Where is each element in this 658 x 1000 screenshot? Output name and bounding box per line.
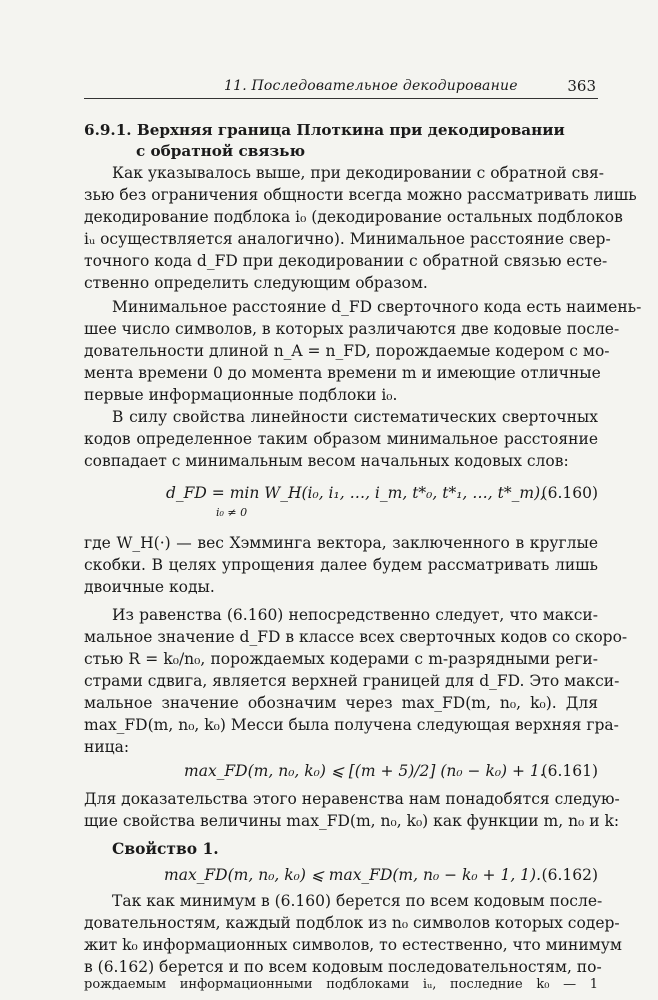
text-line: первые информационные подблоки i₀. <box>84 386 398 404</box>
equation-6-162: max_FD(m, n₀, k₀) ⩽ max_FD(m, n₀ − k₀ + 1, 1). <box>164 866 542 884</box>
text-line: кодов определенное таким образом минимальное расстояние <box>84 430 598 448</box>
text-line: мальное значение d_FD в классе всех сверточных кодов со скоро- <box>84 628 628 646</box>
section-title <box>84 120 598 162</box>
text-line <box>84 998 598 999</box>
text-line: ница: <box>84 738 130 756</box>
text-line: iᵤ осуществляется аналогично). Минимальное расстояние свер- <box>84 230 611 248</box>
text-line: Минимальное расстояние d_FD сверточного кода есть наимень- <box>112 298 642 316</box>
text-line: max_FD(m, n₀, k₀) Месси была получена следующая верхняя гра- <box>84 716 619 734</box>
text-line: рождаемым информационными подблоками iᵤ, последние k₀ — 1 <box>84 977 598 992</box>
equation-number: (6.161) <box>541 762 598 780</box>
text-line: декодирование подблока i₀ (декодирование остальных подблоков <box>84 208 623 226</box>
text-line: в (6.162) берется и по всем кодовым последовательностям, по- <box>84 958 602 976</box>
text-line: двоичные коды. <box>84 578 215 596</box>
text-line: мента времени 0 до момента времени m и имеющие отличные <box>84 364 601 382</box>
text-line: довательности длиной n_A = n_FD, порождаемые кодером с мо- <box>84 342 610 360</box>
text-line: мальное значение обозначим через max_FD(m, n₀, k₀). Для <box>84 694 598 712</box>
equation-6-161: max_FD(m, n₀, k₀) ⩽ [(m + 5)/2] (n₀ − k₀) + 1. <box>184 762 545 780</box>
running-title: 11. Последовательное декодирование <box>224 78 518 94</box>
text-line: ственно определить следующим образом. <box>84 274 428 292</box>
text-line: Из равенства (6.160) непосредственно следует, что макси- <box>112 606 598 624</box>
equation-number: (6.162) <box>541 866 598 884</box>
section-title-line-1: 6.9.1. Верхняя граница Плоткина при декодировании <box>84 121 565 139</box>
text-line: точного кода d_FD при декодировании с обратной связью есте- <box>84 252 608 270</box>
text-line: щие свойства величины max_FD(m, n₀, k₀) как функции m, n₀ и k: <box>84 812 620 830</box>
equation-6-160 <box>166 480 545 506</box>
text-line: скобки. В целях упрощения далее будем рассматривать лишь <box>84 556 598 574</box>
property-heading: Свойство 1. <box>112 839 219 858</box>
section-title-line-2: с обратной связью <box>136 142 306 160</box>
text-line: где W_H(·) — вес Хэмминга вектора, заключенного в круглые <box>84 534 598 552</box>
text-line: шее число символов, в которых различаются две кодовые после- <box>84 320 620 338</box>
text-line: Как указывалось выше, при декодировании с обратной свя- <box>112 164 604 182</box>
text-line: Для доказательства этого неравенства нам понадобятся следую- <box>84 790 620 808</box>
equation-subscript: i₀ ≠ 0 <box>216 506 248 519</box>
equation-lhs: d_FD = min <box>166 484 260 502</box>
text-line: довательностям, каждый подблок из n₀ символов которых содер- <box>84 914 620 932</box>
text-line: зью без ограничения общности всегда можно рассматривать лишь <box>84 186 637 204</box>
text-line: жит k₀ информационных символов, то естественно, что минимум <box>84 936 622 954</box>
text-line: стью R = k₀/n₀, порождаемых кодерами с m-разрядными реги- <box>84 650 598 668</box>
text-line: Так как минимум в (6.160) берется по всем кодовым после- <box>112 892 603 910</box>
text-line: страми сдвига, является верхней границей для d_FD. Это макси- <box>84 672 620 690</box>
equation-rhs: W_H(i₀, i₁, …, i_m, t*₀, t*₁, …, t*_m), <box>264 484 546 502</box>
equation-number: (6.160) <box>541 484 598 502</box>
page-number: 363 <box>567 77 596 95</box>
text-line: совпадает с минимальным весом начальных кодовых слов: <box>84 452 569 470</box>
text-line: В силу свойства линейности систематических сверточных <box>112 408 598 426</box>
page-header <box>84 76 598 99</box>
